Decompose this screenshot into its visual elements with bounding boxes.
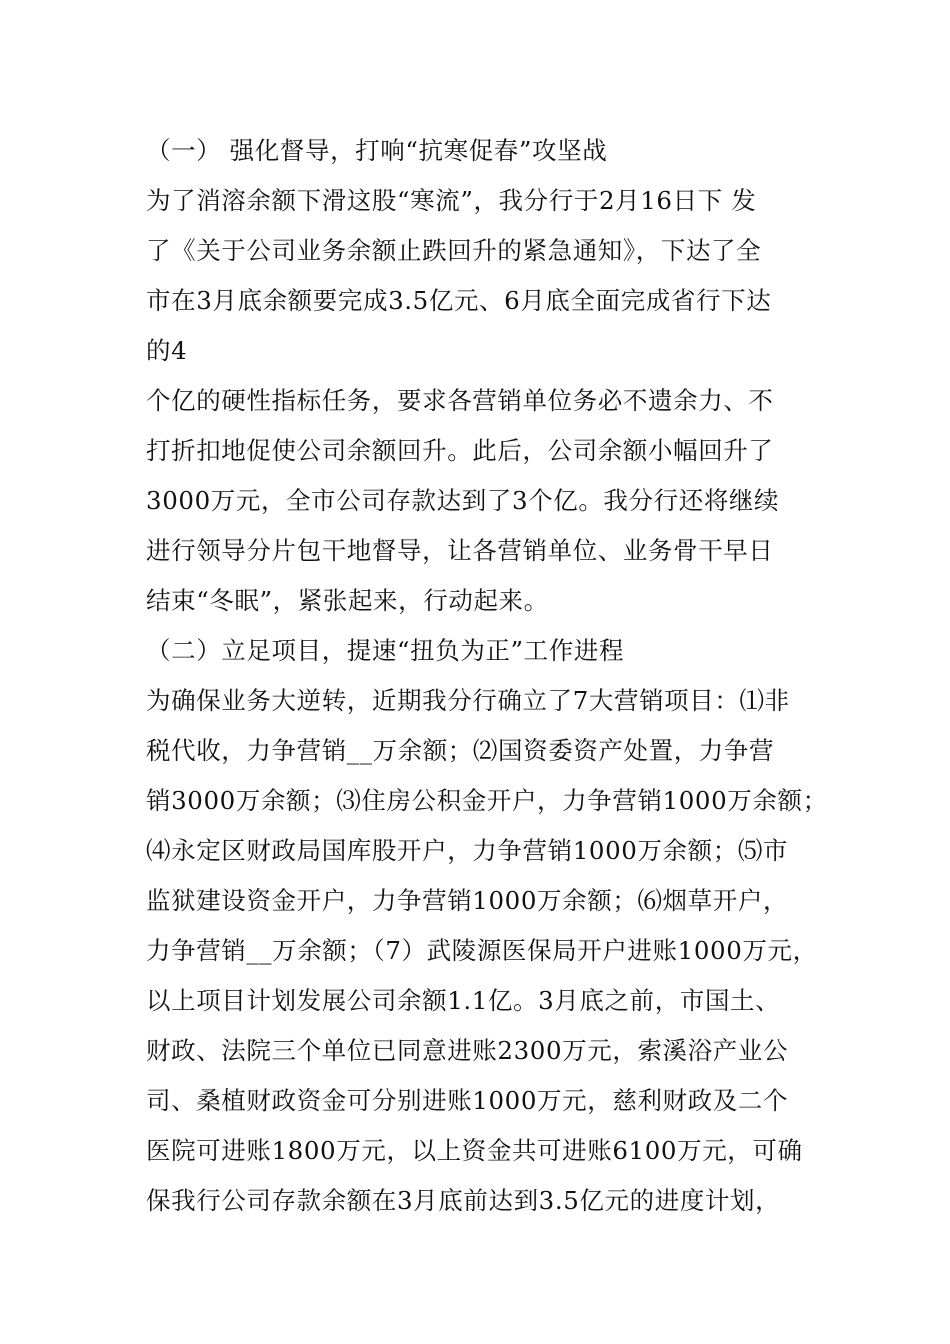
paragraph-line: 市在3月底余额要完成3.5亿元、6月底全面完成省行下达 bbox=[146, 286, 772, 315]
paragraph-line: 税代收，力争营销__万余额；⑵国资委资产处置，力争营 bbox=[146, 736, 775, 765]
paragraph-line: 以上项目计划发展公司余额1.1亿。3月底之前，市国土、 bbox=[146, 986, 781, 1015]
paragraph-line: 监狱建设资金开户，力争营销1000万余额；⑹烟草开户， bbox=[146, 886, 789, 915]
paragraph-line: 了《关于公司业务余额止跌回升的紧急通知》，下达了全 bbox=[146, 236, 762, 265]
paragraph-line: 为了消溶余额下滑这股“寒流”，我分行于2月16日下 发 bbox=[146, 186, 757, 215]
paragraph-line: 3000万元，全市公司存款达到了3个亿。我分行还将继续 bbox=[146, 486, 780, 515]
paragraph-line: 保我行公司存款余额在3月底前达到3.5亿元的进度计划， bbox=[146, 1186, 781, 1215]
paragraph-line: 进行领导分片包干地督导，让各营销单位、业务骨干早日 bbox=[146, 536, 774, 565]
paragraph-line: 医院可进账1800万元，以上资金共可进账6100万元，可确 bbox=[146, 1136, 803, 1165]
paragraph-line: 的4 bbox=[146, 336, 188, 365]
paragraph-line: 力争营销__万余额；（7）武陵源医保局开户进账1000万元， bbox=[146, 936, 818, 965]
section-heading-1: （一） 强化督导，打响“抗寒促春”攻坚战 bbox=[146, 136, 608, 165]
paragraph-line: 财政、法院三个单位已同意进账2300万元，索溪浴产业公 bbox=[146, 1036, 789, 1065]
paragraph-line: 为确保业务大逆转，近期我分行确立了7大营销项目：⑴非 bbox=[146, 686, 790, 715]
section-heading-2: （二）立足项目，提速“扭负为正”工作进程 bbox=[146, 636, 625, 665]
paragraph-line: 销3000万余额；⑶住房公积金开户，力争营销1000万余额； bbox=[146, 786, 828, 815]
paragraph-line: 司、桑植财政资金可分别进账1000万元，慈利财政及二个 bbox=[146, 1086, 789, 1115]
paragraph-line: 结束“冬眠”，紧张起来，行动起来。 bbox=[146, 586, 549, 615]
paragraph-line: 打折扣地促使公司余额回升。此后，公司余额小幅回升了 bbox=[146, 436, 774, 465]
paragraph-line: ⑷永定区财政局国库股开户，力争营销1000万余额；⑸市 bbox=[146, 836, 789, 865]
paragraph-line: 个亿的硬性指标任务，要求各营销单位务必不遗余力、不 bbox=[146, 386, 774, 415]
